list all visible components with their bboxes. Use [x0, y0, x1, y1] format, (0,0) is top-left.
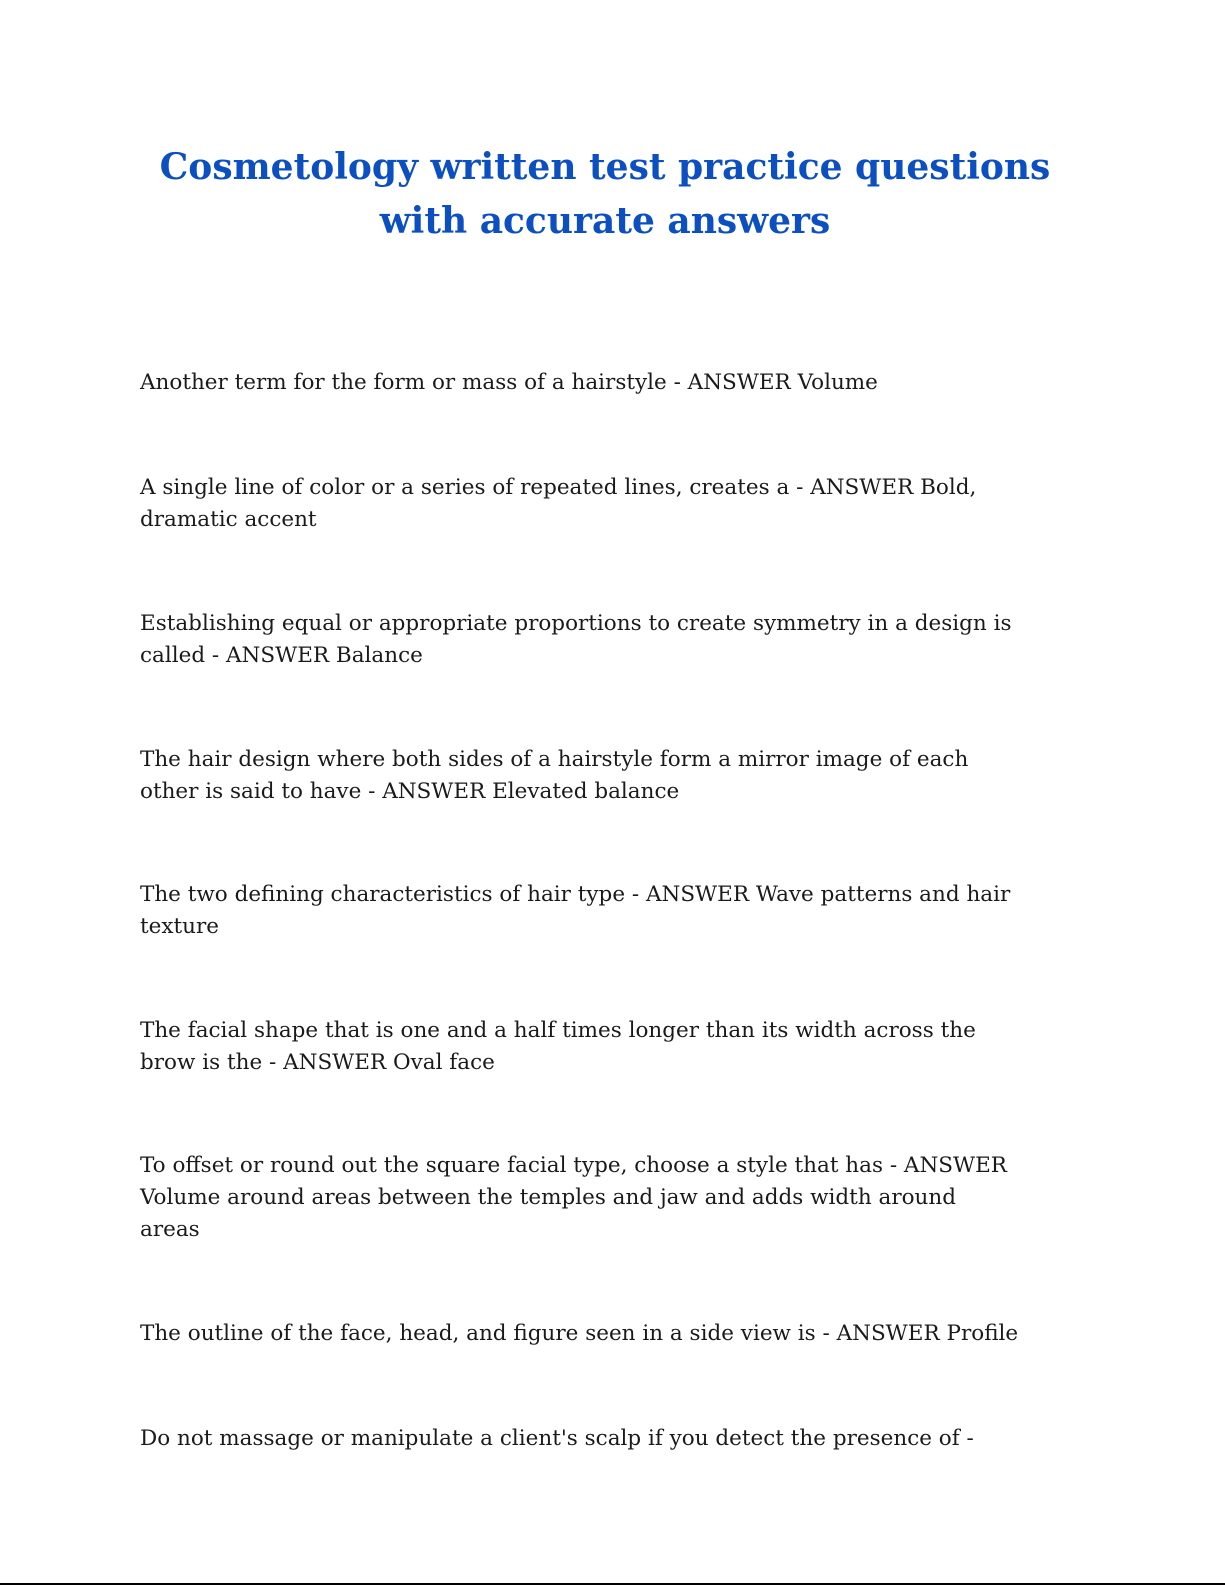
qa-line: called - ANSWER Balance — [140, 643, 423, 668]
qa-item-9 — [140, 1423, 1080, 1455]
qa-item-2 — [140, 472, 1080, 536]
qa-line: Do not massage or manipulate a client's scalp if you detect the presence of - — [140, 1426, 974, 1451]
title-line-2: with accurate answers — [379, 200, 831, 242]
qa-line: A single line of color or a series of repeated lines, creates a - ANSWER Bold, — [140, 475, 977, 500]
qa-line: texture — [140, 914, 219, 939]
page-title — [100, 140, 1110, 248]
qa-line: other is said to have - ANSWER Elevated balance — [140, 779, 680, 804]
qa-item-3 — [140, 608, 1080, 672]
qa-item-4 — [140, 744, 1080, 808]
qa-line: The two defining characteristics of hair type - ANSWER Wave patterns and hair — [140, 882, 1011, 907]
qa-line: The facial shape that is one and a half times longer than its width across the — [140, 1018, 976, 1043]
qa-line: areas — [140, 1217, 200, 1242]
qa-line: The outline of the face, head, and figure seen in a side view is - ANSWER Profile — [140, 1321, 1019, 1346]
qa-item-1 — [140, 367, 1080, 399]
qa-line: Another term for the form or mass of a hairstyle - ANSWER Volume — [140, 370, 878, 395]
qa-line: dramatic accent — [140, 507, 317, 532]
qa-line: Establishing equal or appropriate proportions to create symmetry in a design is — [140, 611, 1012, 636]
qa-line: Volume around areas between the temples and jaw and adds width around — [140, 1185, 957, 1210]
qa-line: To offset or round out the square facial type, choose a style that has - ANSWER — [140, 1153, 1007, 1178]
qa-line: brow is the - ANSWER Oval face — [140, 1050, 495, 1075]
qa-line: The hair design where both sides of a hairstyle form a mirror image of each — [140, 747, 969, 772]
title-line-1: Cosmetology written test practice questions — [159, 146, 1051, 188]
qa-item-5 — [140, 879, 1080, 943]
qa-item-6 — [140, 1015, 1080, 1079]
qa-item-8 — [140, 1318, 1080, 1350]
qa-item-7 — [140, 1150, 1080, 1246]
